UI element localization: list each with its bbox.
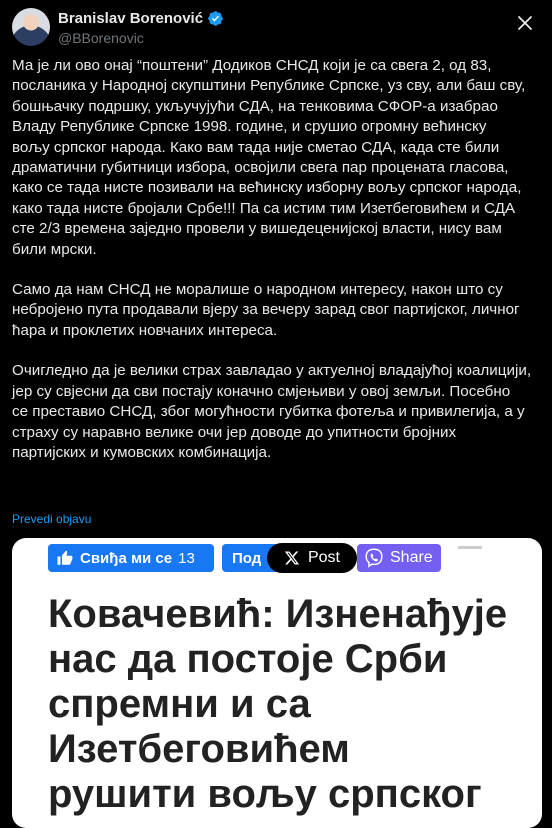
facebook-like-count: 13 — [178, 549, 195, 567]
author-display-name[interactable]: Branislav Borenović — [58, 10, 204, 27]
attached-image[interactable] — [12, 538, 542, 828]
x-post-label: Post — [307, 549, 340, 566]
facebook-share-label: Под — [232, 549, 262, 567]
headline-line: рушити вољу српског — [48, 772, 482, 816]
tweet-paragraph: Очигледно да је велики страх завладао у актуелној владајућој коалицији, јер су свјесни да сви постају коначно смјењиви у овој земљи. Посебно се преставио СНСД, због могућности губитка фотеља и привилегија, а у страху су наравно велике очи јер доводе до упитности бројних партијских и кумовских комбинација. — [12, 362, 532, 461]
tweet-paragraph: Само да нам СНСД не моралише о народном интересу, након што су небројено пута продавали вјеру за вечеру зарад свог партијског, личног ћара и проклетих новчаних интереса. — [12, 281, 520, 339]
translate-post-link[interactable]: Prevedi objavu — [12, 512, 92, 526]
verified-badge-icon — [207, 10, 224, 27]
facebook-like-label: Свиђа ми се — [80, 549, 173, 567]
avatar[interactable] — [12, 8, 50, 46]
viber-icon — [363, 547, 385, 569]
headline-line: Ковачевић: Изненађује — [48, 592, 508, 636]
headline-line: нас да постоје Срби — [48, 637, 448, 681]
x-post-button[interactable] — [267, 543, 357, 573]
share-bar — [12, 542, 542, 572]
tweet-header — [12, 6, 540, 50]
author-name-row — [58, 10, 224, 27]
close-button[interactable] — [512, 10, 538, 36]
tweet-paragraph: Ма је ли ово онај “поштени” Додиков СНСД који је са свега 2, од 83, посланика у Народној скупштини Републике Српске, уз сву, али баш сву, бошњачку подршку, укључујући СДА, на тенковима СФОР-а изабрао Владу Републике Српске 1998. године, и срушио огромну већинску вољу српског народа. Како вам тада није сметао СДА, када сте били драматични губитници избора, освојили свега пар процената гласова, како се тада нисте позивали на већинску изборну вољу српског народа, како тада нисте бројали Србе!!! Па са истим тим Изетбеговићем и СДА сте 2/3 времена заједно провели у вишедеценијској власти, нису вам били мрски. — [12, 57, 526, 258]
close-icon — [517, 15, 533, 31]
article-headline — [48, 592, 528, 817]
decorative-divider — [458, 546, 482, 549]
viber-share-button[interactable] — [357, 544, 441, 572]
headline-line: Изетбеговићем — [48, 727, 350, 771]
facebook-like-button[interactable] — [48, 544, 214, 572]
tweet-text — [12, 56, 546, 483]
author-handle[interactable]: @BBorenovic — [58, 30, 144, 46]
x-logo-icon — [284, 550, 300, 566]
thumbs-up-icon — [56, 549, 74, 567]
viber-share-label: Share — [390, 549, 433, 566]
headline-line: спремни и са — [48, 682, 311, 726]
